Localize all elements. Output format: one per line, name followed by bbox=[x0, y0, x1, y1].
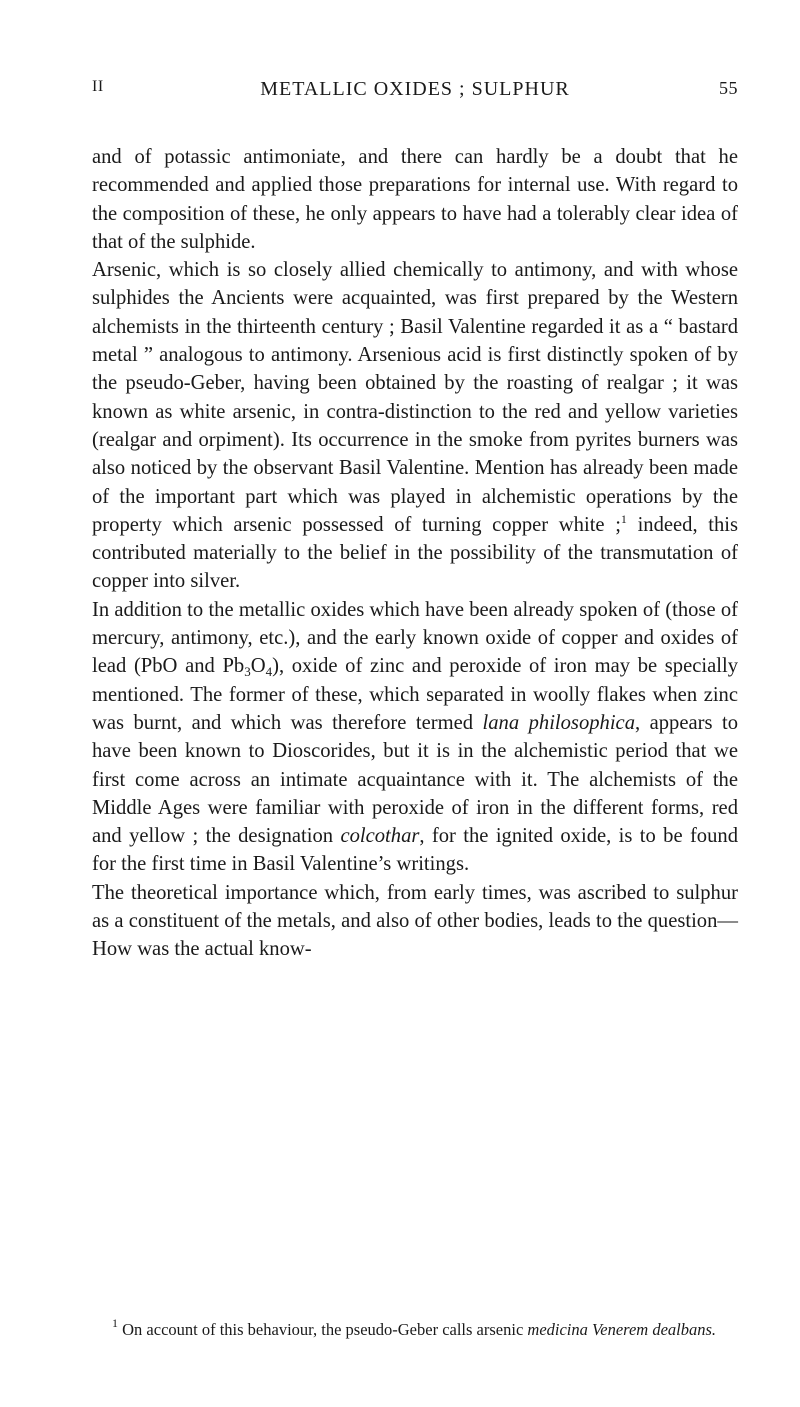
body-text bbox=[92, 143, 738, 964]
text-run: The theoretical importance which, from early times, was ascribed to sulphur as a constituent of the metals, and also of other bodies, leads to the question—How was the actual know- bbox=[92, 881, 738, 961]
footnote-marker: 1 bbox=[620, 511, 627, 526]
text-run: , for the ignited oxide, is to be found for the first time in Basil Valentine’s writings. bbox=[92, 825, 738, 876]
italic-text: medicina Venerem dealbans. bbox=[527, 1320, 717, 1339]
running-head bbox=[92, 78, 738, 108]
paragraph-1 bbox=[92, 143, 738, 256]
text-run: O bbox=[250, 655, 266, 678]
text-run: , appears to have been known to Dioscorides, but it is in the alchemistic period that we first come across an intimate acquaintance with it. The alchemists of the Middle Ages were familiar with peroxide of iron in the different forms, red and yellow ; the designation bbox=[92, 711, 738, 848]
text-run: On account of this behaviour, the pseudo-Geber calls arsenic bbox=[118, 1320, 528, 1339]
italic-text: lana philosophica bbox=[482, 711, 635, 734]
paragraph-3 bbox=[92, 596, 738, 879]
text-run: Arsenic, which is so closely allied chemically to antimony, and with whose sulphides the Ancients were acquainted, was first prepared by the Western alchemists in the thirteenth century ; Basil Valentine regarded it as a “ bastard metal ” analogous to antimony. Arsenious acid is first distinctly spoken of by the pseudo-Geber, having been obtained by the roasting of realgar ; it was known as white arsenic, in contra-distinction to the red and yellow varieties (realgar and orpiment). Its occurrence in the smoke from pyrites burners was also noticed by the observant Basil Valentine. Mention has already been made of the important part which was played in alchemistic operations by the property which arsenic possessed of turning copper white ; bbox=[92, 259, 738, 536]
subscript: 3 bbox=[244, 664, 251, 680]
footnote-1 bbox=[92, 1318, 738, 1341]
footnotes bbox=[92, 1318, 738, 1341]
chapter-number: II bbox=[92, 78, 104, 95]
paragraph-4 bbox=[92, 879, 738, 964]
text-run: ), oxide of zinc and peroxide of iron may be specially mentioned. The former of these, which separated in woolly flakes when zinc was burnt, and which was therefore termed bbox=[92, 655, 738, 734]
subscript: 4 bbox=[265, 664, 273, 680]
text-run: and of potassic antimoniate, and there can hardly be a doubt that he recommended and applied those preparations for internal use. With regard to the composition of these, he only appears to have had a tolerably clear idea of that of the sulphide. bbox=[92, 146, 738, 253]
text-run: indeed, this contributed materially to the belief in the possibility of the transmutation of copper into silver. bbox=[92, 513, 739, 593]
text-run: In addition to the metallic oxides which have been already spoken of (those of mercury, antimony, etc.), and the early known oxide of copper and oxides of lead (PbO and Pb bbox=[92, 598, 738, 678]
footnote-marker: 1 bbox=[112, 1316, 118, 1330]
italic-text: colcothar bbox=[340, 825, 420, 848]
paragraph-2 bbox=[92, 256, 738, 596]
page-number: 55 bbox=[719, 78, 738, 98]
running-title: METALLIC OXIDES ; SULPHUR bbox=[260, 78, 570, 100]
